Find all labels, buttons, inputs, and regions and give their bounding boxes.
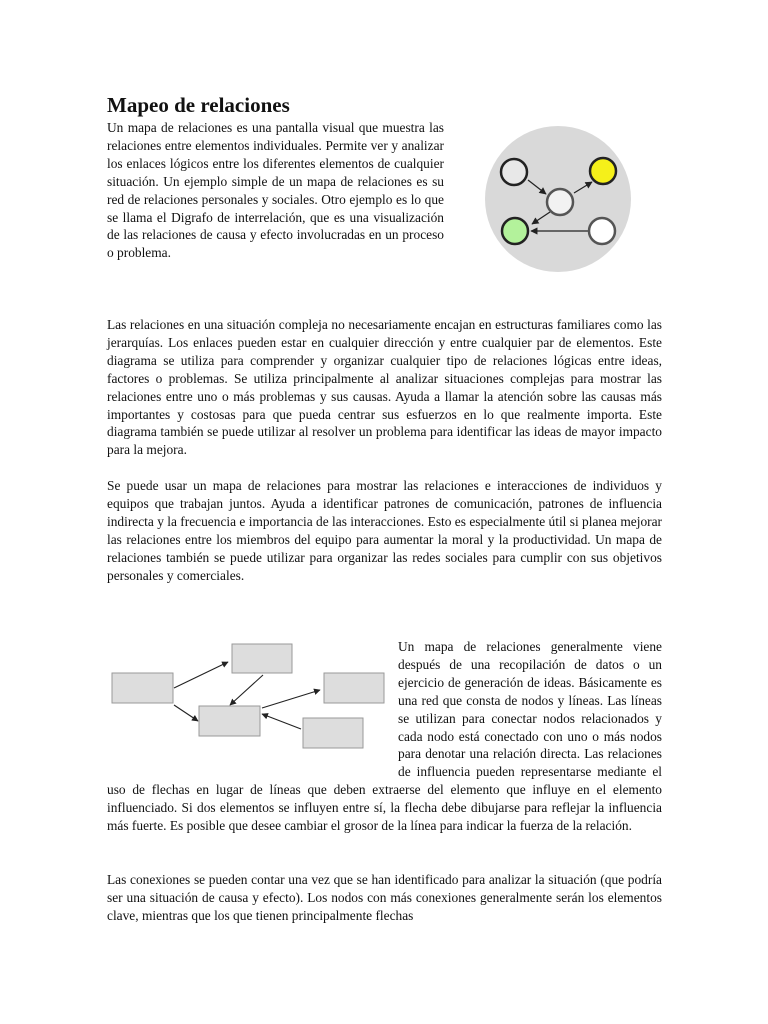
document-title: Mapeo de relaciones: [107, 93, 290, 117]
paragraph-nodes-lines: [107, 638, 662, 835]
paragraph-connections: Las conexiones se pueden contar una vez que se han identificado para analizar la situación (que podría ser una situación de causa y efecto). Los nodos con más conexiones generalmente serán los elementos clave, mientras que los que tienen principalmente flechas: [107, 872, 662, 923]
paragraph-nodes-lines-text: Un mapa de relaciones generalmente viene después de una recopilación de datos o un ejercicio de generación de ideas. Básicamente es una red que consta de nodos y líneas. Las líneas se utilizan para conectar nodos relacionados y cada nodo está conectado con uno o más nodos para denotar una relación directa. Las relaciones de influencia pueden representarse mediante el uso de flechas en lugar de líneas que deben extraerse del elemento que influye en el elemento influenciado. Si dos elementos se influyen entre sí, la flecha debe dibujarse para reflejar la influencia más fuerte. Es posible que desee cambiar el grosor de la línea para indicar la fuerza de la relación.: [107, 639, 662, 834]
node-bottom-right: [589, 218, 615, 244]
node-bottom-left: [502, 218, 528, 244]
node-top-right: [590, 158, 616, 184]
node-center: [547, 189, 573, 215]
paragraph-intro: Un mapa de relaciones es una pantalla visual que muestra las relaciones entre elementos individuales. Permite ver y analizar los enlaces lógicos entre los diferentes elementos de cualquier situación. Un ejemplo simple de un mapa de relaciones es su red de relaciones personales y sociales. Otro ejemplo es lo que se llama el Digrafo de interrelación, que es una visualización de las relaciones de causa y efecto involucradas en un proceso o problema.: [107, 120, 444, 261]
node-top-left: [501, 159, 527, 185]
paragraph-complex-relations: Las relaciones en una situación compleja no necesariamente encajan en estructuras familiares como las jerarquías. Los enlaces pueden estar en cualquier dirección y entre cualquier par de elementos. Este diagrama se utiliza para comprender y organizar cualquier tipo de relaciones lógicas entre ideas, factores o problemas. Se utiliza principalmente al analizar situaciones complejas para mostrar las relaciones entre uno o más problemas y sus causas. Ayuda a llamar la atención sobre las causas más importantes y costosas para que pueda centrar sus esfuerzos en lo que realmente importa. Este diagrama también se puede utilizar al resolver un problema para identificar las ideas de mayor impacto para la mejora.: [107, 317, 662, 458]
relationship-circle-diagram: [484, 124, 634, 274]
figure-float-spacer: [107, 638, 398, 766]
paragraph-teams: Se puede usar un mapa de relaciones para mostrar las relaciones e interacciones de individuos y equipos que trabajan juntos. Ayuda a identificar patrones de comunicación, patrones de influencia indirecta y la frecuencia e importancia de las interacciones. Esto es especialmente útil si planea mejorar las relaciones entre los miembros del equipo para aumentar la moral y la productividad. Un mapa de relaciones también se puede utilizar para organizar las redes sociales para cumplir con sus objetivos personales y comerciales.: [107, 478, 662, 583]
